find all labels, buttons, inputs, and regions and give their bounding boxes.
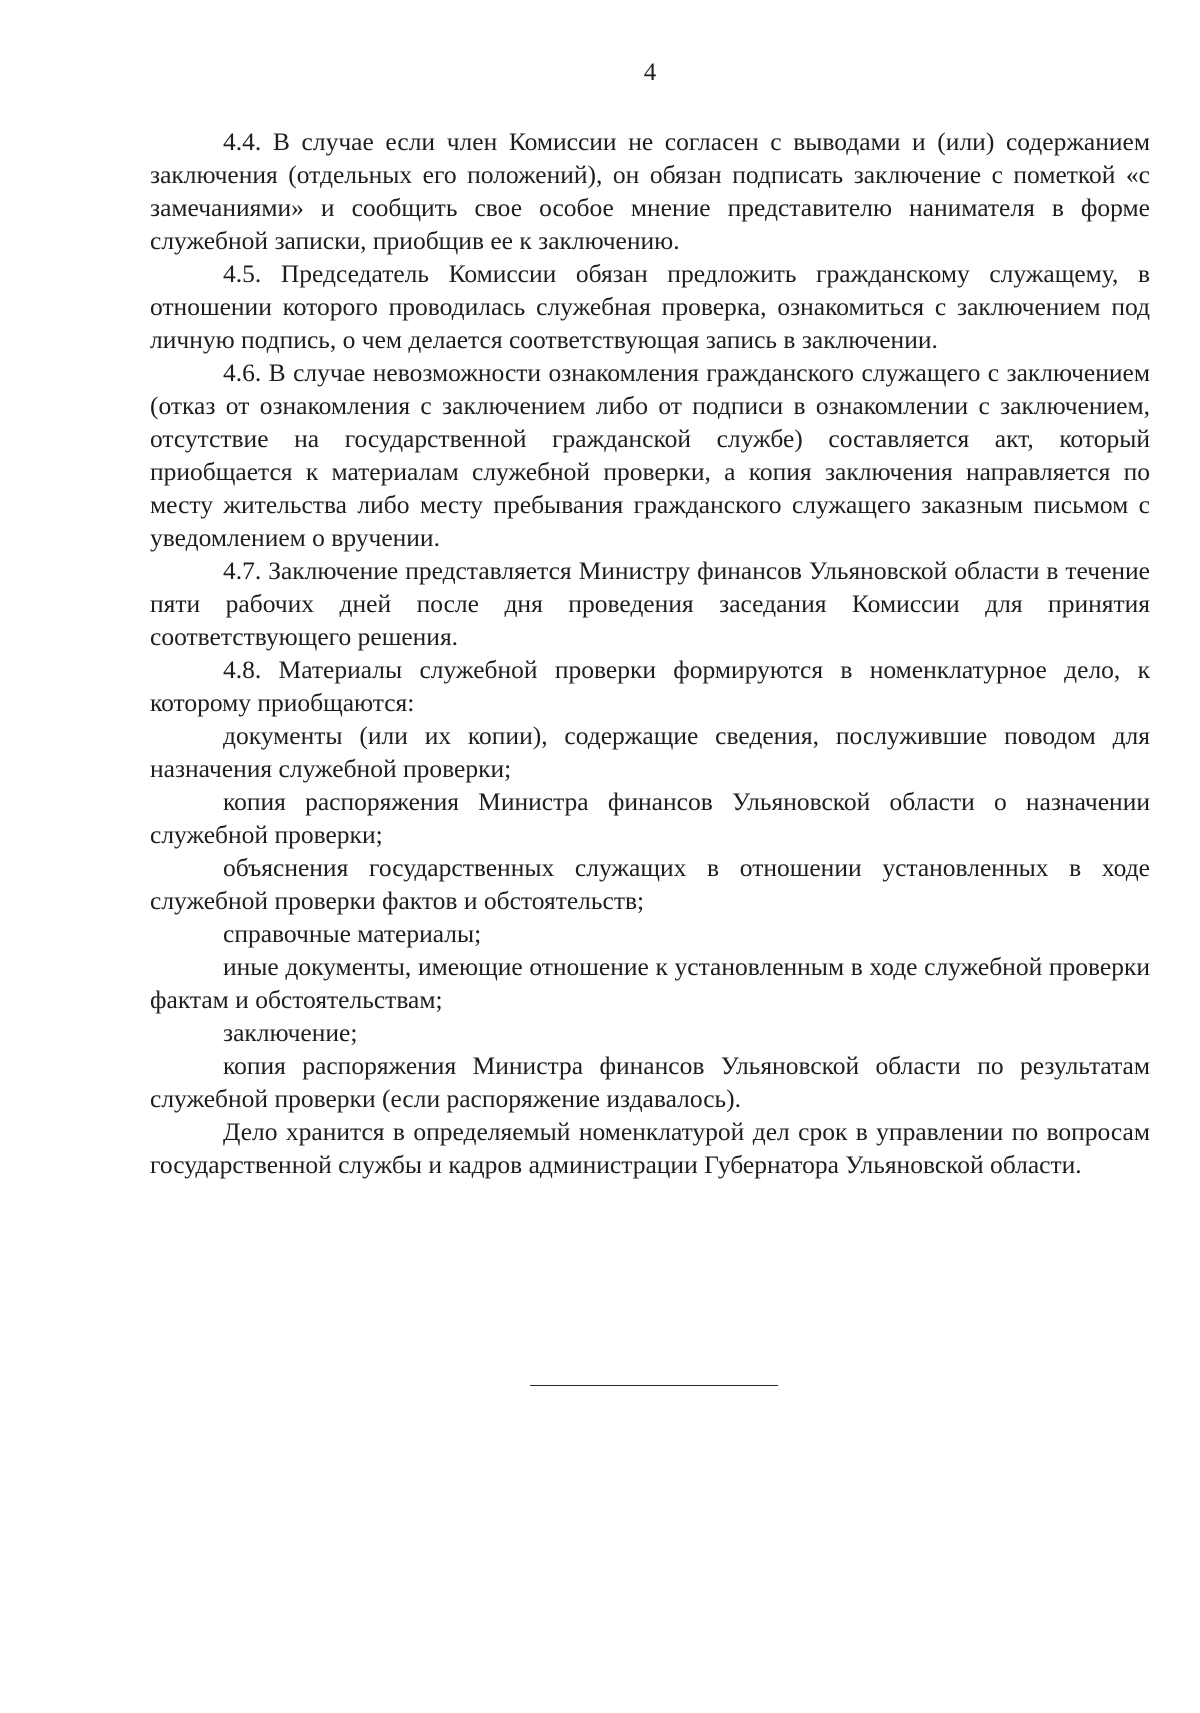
list-item-other-documents: иные документы, имеющие отношение к установленным в ходе служебной проверки фактам и обстоятельствам;: [150, 952, 1150, 1014]
list-item-documents: документы (или их копии), содержащие сведения, послужившие поводом для назначения служебной проверки;: [150, 721, 1150, 783]
end-separator-line: [530, 1385, 778, 1386]
paragraph-4-4: 4.4. В случае если член Комиссии не согласен с выводами и (или) содержанием заключения (отдельных его положений), он обязан подписать заключение с пометкой «с замечаниями» и сообщить свое особое мнение представителю нанимателя в форме служебной записки, приобщив ее к заключению.: [150, 127, 1150, 255]
page-number: 4: [643, 59, 657, 86]
document-body: [150, 125, 1150, 1181]
list-item-explanations: объяснения государственных служащих в отношении установленных в ходе служебной проверки фактов и обстоятельств;: [150, 853, 1150, 915]
paragraph-4-6: 4.6. В случае невозможности ознакомления гражданского служащего с заключением (отказ от ознакомления с заключением либо от подписи в ознакомлении с заключением, отсутствие на государственной гражданской службе) составляется акт, который приобщается к материалам служебной проверки, а копия заключения направляется по месту жительства либо месту пребывания гражданского служащего заказным письмом с уведомлением о вручении.: [150, 358, 1150, 552]
list-item-results-order-copy: копия распоряжения Министра финансов Ульяновской области по результатам служебной проверки (если распоряжение издавалось).: [150, 1051, 1150, 1113]
paragraph-4-5: 4.5. Председатель Комиссии обязан предложить гражданскому служащему, в отношении которого проводилась служебная проверка, ознакомиться с заключением под личную подпись, о чем делается соответствующая запись в заключении.: [150, 259, 1150, 354]
paragraph-4-7: 4.7. Заключение представляется Министру финансов Ульяновской области в течение пяти рабочих дней после дня проведения заседания Комиссии для принятия соответствующего решения.: [150, 556, 1150, 651]
paragraph-case-storage: Дело хранится в определяемый номенклатурой дел срок в управлении по вопросам государственной службы и кадров администрации Губернатора Ульяновской области.: [150, 1117, 1150, 1179]
paragraph-4-8: 4.8. Материалы служебной проверки формируются в номенклатурное дело, к которому приобщаются:: [150, 655, 1150, 717]
list-item-conclusion: заключение;: [223, 1018, 358, 1047]
list-item-order-copy: копия распоряжения Министра финансов Ульяновской области о назначении служебной проверки;: [150, 787, 1150, 849]
list-item-reference-materials: справочные материалы;: [223, 919, 482, 948]
